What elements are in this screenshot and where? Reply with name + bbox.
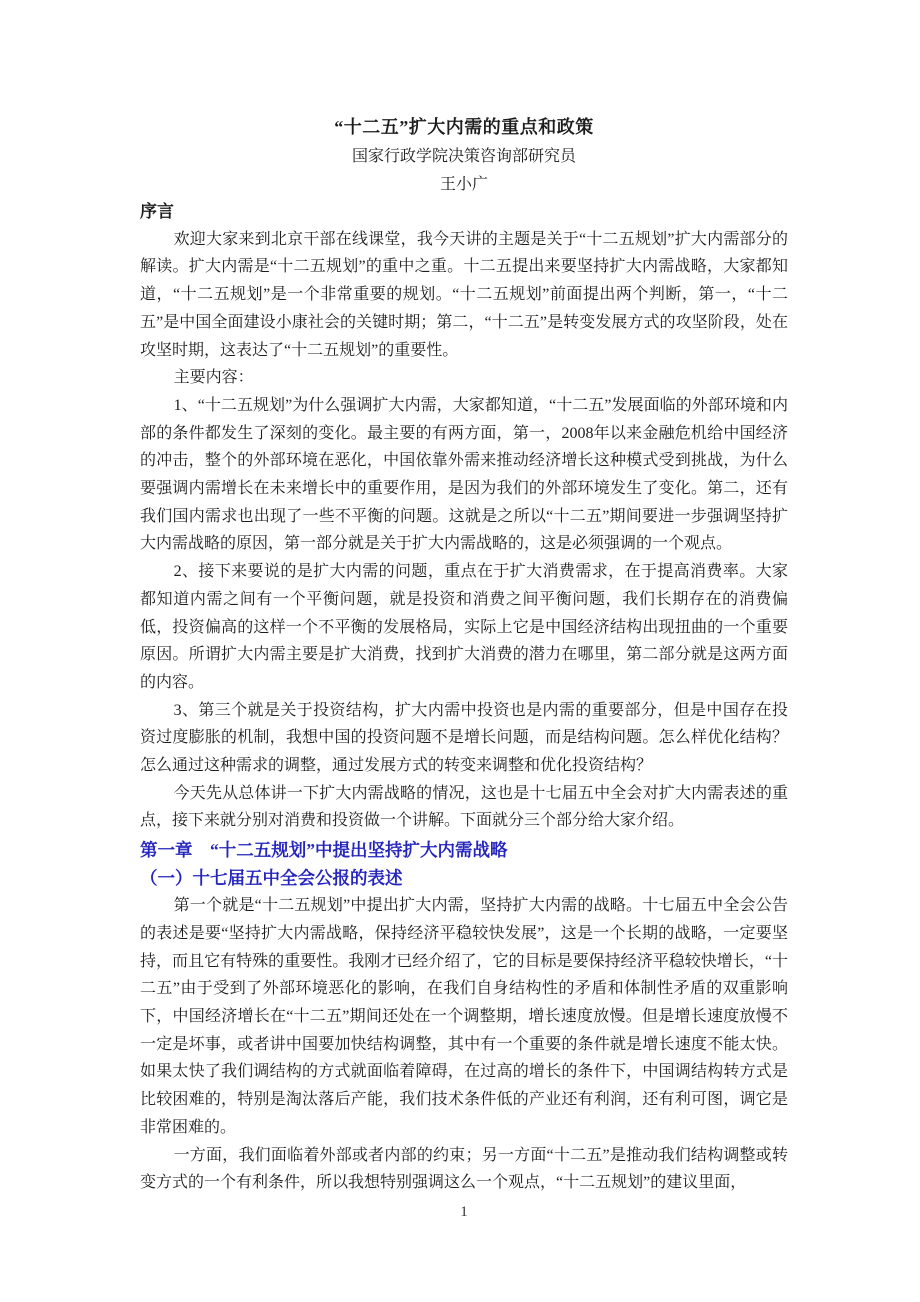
preface-paragraph-3: 1、“十二五规划”为什么强调扩大内需，大家都知道，“十二五”发展面临的外部环境和内部的条件都发生了深刻的变化。最主要的有两方面，第一，2008年以来金融危机给中国经济的冲击，整个的外部环境在恶化，中国依靠外需来推动经济增长这种模式受到挑战，为什么要强调内需增长在未来增长中的重要作用，是因为我们的外部环境发生了变化。第二，还有我们国内需求也出现了一些不平衡的问题。这就是之所以“十二五”期间要进一步强调坚持扩大内需战略的原因，第一部分就是关于扩大内需战略的，这是必须强调的一个观点。 <box>140 396 788 553</box>
document-content <box>140 0 788 1197</box>
document-author: 王小广 <box>439 176 488 193</box>
document-title: “十二五”扩大内需的重点和政策 <box>334 117 594 137</box>
chapter-1-heading: 第一章 “十二五规划”中提出坚持扩大内需战略 <box>140 840 508 861</box>
chapter-1-section-1-heading: （一）十七届五中全会公报的表述 <box>140 868 403 889</box>
chapter-paragraph-2: 一方面，我们面临着外部或者内部的约束；另一方面“十二五”是推动我们结构调整或转变方式的一个有利条件，所以我想特别强调这么一个观点，“十二五规划”的建议里面， <box>140 1146 788 1192</box>
document-subtitle: 国家行政学院决策咨询部研究员 <box>351 148 576 165</box>
chapter-paragraph-1: 第一个就是“十二五规划”中提出扩大内需，坚持扩大内需的战略。十七届五中全会公告的表述是要“坚持扩大内需战略，保持经济平稳较快发展”，这是一个长期的战略，一定要坚持，而且它有特殊的重要性。我刚才已经介绍了，它的目标是要保持经济平稳较快增长，“十二五”由于受到了外部环境恶化的影响，在我们自身结构性的矛盾和体制性矛盾的双重影响下，中国经济增长在“十二五”期间还处在一个调整期，增长速度放慢。但是增长速度放慢不一定是坏事，或者讲中国要加快结构调整，其中有一个重要的条件就是增长速度不能太快。如果太快了我们调结构的方式就面临着障碍，在过高的增长的条件下，中国调结构转方式是比较困难的，特别是淘汰落后产能，我们技术条件低的产业还有利润，还有利可图，调它是非常困难的。 <box>140 897 788 1136</box>
preface-paragraph-5: 3、第三个就是关于投资结构，扩大内需中投资也是内需的重要部分，但是中国存在投资过度膨胀的机制，我想中国的投资问题不是增长问题，而是结构问题。怎么样优化结构？怎么通过这种需求的调整，通过发展方式的转变来调整和优化投资结构？ <box>140 701 788 775</box>
preface-paragraph-2: 主要内容： <box>173 369 254 387</box>
preface-paragraph-6: 今天先从总体讲一下扩大内需战略的情况，这也是十七届五中全会对扩大内需表述的重点，接下来就分别对消费和投资做一个讲解。下面就分三个部分给大家介绍。 <box>140 784 788 830</box>
preface-paragraph-4: 2、接下来要说的是扩大内需的问题，重点在于扩大消费需求，在于提高消费率。大家都知道内需之间有一个平衡问题，就是投资和消费之间平衡问题，我们长期存在的消费偏低，投资偏高的这样一个不平衡的发展格局，实际上它是中国经济结构出现扭曲的一个重要原因。所谓扩大内需主要是扩大消费，找到扩大消费的潜力在哪里，第二部分就是这两方面的内容。 <box>140 563 788 691</box>
preface-heading: 序言 <box>140 202 174 221</box>
preface-paragraph-1: 欢迎大家来到北京干部在线课堂，我今天讲的主题是关于“十二五规划”扩大内需部分的解读。扩大内需是“十二五规划”的重中之重。十二五提出来要坚持扩大内需战略，大家都知道，“十二五规划”是一个非常重要的规划。“十二五规划”前面提出两个判断，第一，“十二五”是中国全面建设小康社会的关键时期；第二，“十二五”是转变发展方式的攻坚阶段，处在攻坚时期，这表达了“十二五规划”的重要性。 <box>140 230 788 359</box>
page-number: 1 <box>460 1204 468 1220</box>
